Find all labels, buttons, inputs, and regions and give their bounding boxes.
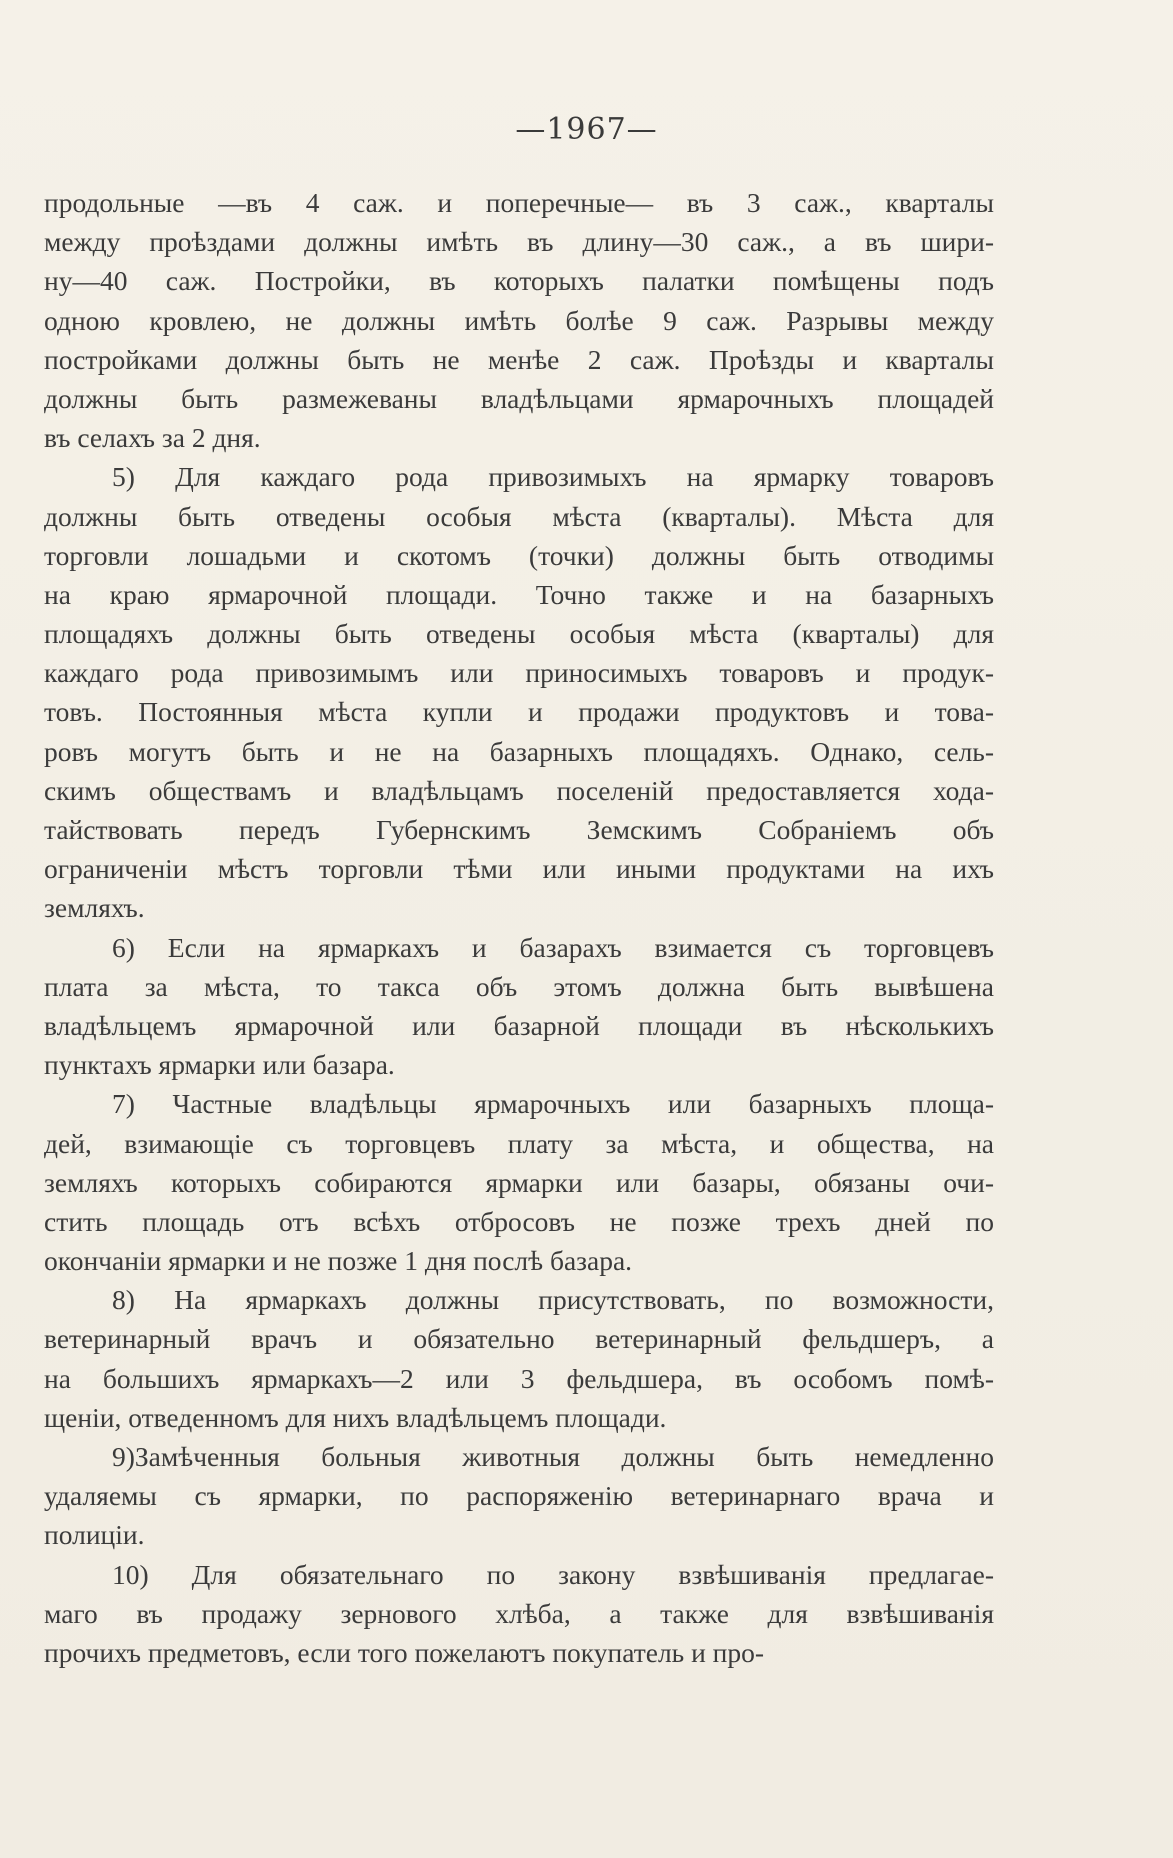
- body-text: [44, 183, 994, 1672]
- text-line: прочихъ предметовъ, если того пожелаютъ покупатель и про-: [44, 1636, 765, 1668]
- text-line: тайствовать передъ Губернскимъ Земскимъ Собранiемъ объ: [44, 814, 994, 845]
- text-line: пунктахъ ярмарки или базара.: [44, 1049, 395, 1081]
- text-line: въ селахъ за 2 дня.: [44, 422, 261, 454]
- text-line: скимъ обществамъ и владѣльцамъ поселенiй предоставляется хода-: [44, 774, 994, 806]
- text-line: ограниченiи мѣстъ торговли тѣми или иными продуктами на ихъ: [44, 853, 994, 885]
- paragraph-item-8: [44, 1280, 994, 1437]
- text-line: дей, взимающiе съ торговцевъ плату за мѣста, и общества, на: [44, 1127, 994, 1159]
- text-line: земляхъ которыхъ собираются ярмарки или базары, обязаны очи-: [44, 1166, 994, 1198]
- text-line: каждаго рода привозимымъ или приносимыхъ товаровъ и продук-: [44, 657, 994, 689]
- text-line: одною кровлею, не должны имѣть болѣе 9 саж. Разрывы между: [44, 304, 994, 336]
- text-line: должны быть отведены особыя мѣста (кварталы). Мѣста для: [44, 500, 994, 532]
- text-line: товъ. Постоянныя мѣста купли и продажи продуктовъ и това-: [44, 696, 994, 728]
- text-line: продольные —въ 4 саж. и поперечные— въ 3 саж., кварталы: [44, 187, 994, 218]
- text-line: земляхъ.: [44, 892, 145, 924]
- text-line: щенiи, отведенномъ для нихъ владѣльцемъ площади.: [44, 1401, 667, 1433]
- text-line: ровъ могутъ быть и не на базарныхъ площадяхъ. Однако, сель-: [44, 735, 994, 767]
- text-line: торговли лошадьми и скотомъ (точки) должны быть отводимы: [44, 539, 994, 571]
- text-line: ветеринарный врачъ и обязательно ветеринарный фельдшеръ, а: [44, 1323, 994, 1355]
- text-line: 7) Частные владѣльцы ярмарочныхъ или базарныхъ площа-: [112, 1088, 994, 1120]
- text-line: между проѣздами должны имѣть въ длину—30 саж., а въ шири-: [44, 226, 994, 258]
- paragraph-item-6: [44, 928, 994, 1085]
- paragraph-item-7: [44, 1084, 994, 1280]
- text-line: плата за мѣста, то такса объ этомъ должна быть вывѣшена: [44, 970, 994, 1002]
- paragraph-continuation: [44, 183, 994, 457]
- text-line: площадяхъ должны быть отведены особыя мѣста (кварталы) для: [44, 618, 994, 650]
- text-line: полицiи.: [44, 1519, 145, 1551]
- text-line: владѣльцемъ ярмарочной или базарной площади въ нѣсколькихъ: [44, 1009, 994, 1041]
- text-line: стить площадь отъ всѣхъ отбросовъ не позже трехъ дней по: [44, 1205, 994, 1237]
- page-number: —1967—: [515, 112, 658, 147]
- text-line: 9)Замѣченныя больныя животныя должны быть немедленно: [112, 1441, 994, 1472]
- text-line: должны быть размежеваны владѣльцами ярмарочныхъ площадей: [44, 382, 994, 414]
- paragraph-item-5: [44, 457, 994, 927]
- text-line: ну—40 саж. Постройки, въ которыхъ палатки помѣщены подъ: [44, 265, 994, 297]
- text-line: 5) Для каждаго рода привозимыхъ на ярмарку товаровъ: [112, 461, 994, 493]
- text-line: 8) На ярмаркахъ должны присутствовать, по возможности,: [112, 1284, 994, 1316]
- text-line: окончанiи ярмарки и не позже 1 дня послѣ базара.: [44, 1245, 633, 1277]
- text-line: 6) Если на ярмаркахъ и базарахъ взимается съ торговцевъ: [112, 931, 994, 963]
- text-line: 10) Для обязательнаго по закону взвѣшиванiя предлагае-: [112, 1558, 994, 1590]
- text-line: на большихъ ярмаркахъ—2 или 3 фельдшера, въ особомъ помѣ-: [44, 1362, 994, 1394]
- text-line: маго въ продажу зернового хлѣба, а также для взвѣшиванiя: [44, 1597, 994, 1629]
- text-line: постройками должны быть не менѣе 2 саж. Проѣзды и кварталы: [44, 343, 994, 375]
- text-line: удаляемы съ ярмарки, по распоряженiю ветеринарнаго врача и: [44, 1480, 994, 1512]
- text-line: на краю ярмарочной площади. Точно также и на базарныхъ: [44, 578, 994, 610]
- paragraph-item-9: [44, 1437, 994, 1555]
- paragraph-item-10: [44, 1555, 994, 1673]
